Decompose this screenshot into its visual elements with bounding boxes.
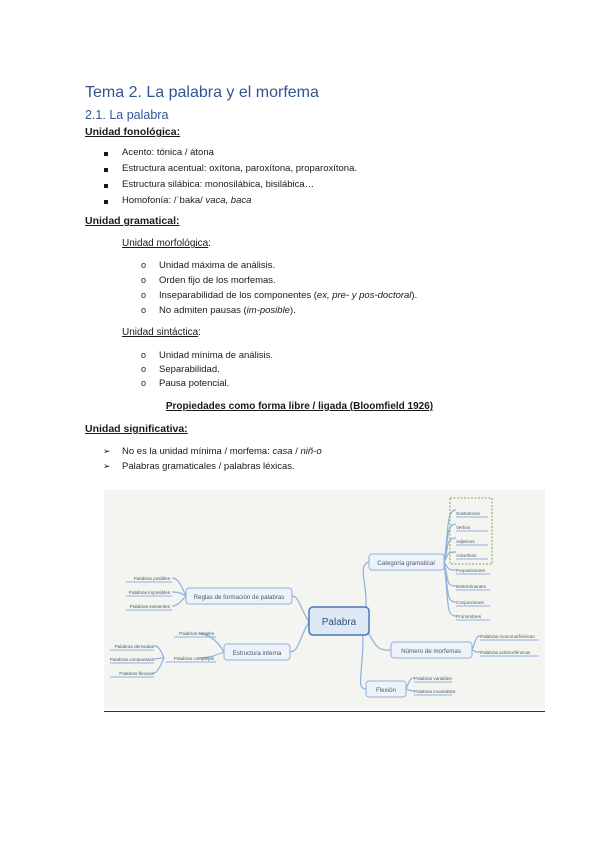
categoria-label: Categoría gramatical <box>377 560 435 567</box>
fonologica-heading: Unidad fonológica: <box>85 126 181 138</box>
colon: : <box>176 215 180 227</box>
bullet-circle: o <box>141 364 147 374</box>
item-text: Homofonía: /ˈbaka/ <box>122 195 206 206</box>
bullet-circle: o <box>141 350 147 360</box>
item-example: casa <box>272 446 293 457</box>
estructura-label: Estructura interna <box>232 650 282 657</box>
leaf-label: Palabras invariables <box>414 689 456 694</box>
leaf-label: Palabras compuestas <box>109 657 154 662</box>
significativa-heading: Unidad significativa: <box>85 423 188 435</box>
colon: : <box>198 327 201 338</box>
bullet-square <box>104 152 108 156</box>
arrow-bullet-icon: ➢ <box>103 446 111 456</box>
item-text: ). <box>289 305 296 316</box>
propiedades-heading: Propiedades como forma libre / ligada (Bloomfield 1926) <box>165 401 434 412</box>
leaf-label: Verbos <box>456 525 471 530</box>
branch-line <box>292 596 309 622</box>
item-example: ex, pre- y pos-doctoral <box>316 290 412 301</box>
leaf-label: Palabras polimorfémicas <box>480 650 531 655</box>
leaf-label: Palabras complejas <box>173 656 214 661</box>
arrow-bullet-icon: ➢ <box>103 461 111 471</box>
leaf-label: Conjunciones <box>456 600 484 605</box>
bullet-circle: o <box>141 275 147 285</box>
item-text: Inseparabilidad de los componentes ( <box>159 290 317 301</box>
section-heading: 2.1. La palabra <box>85 108 169 122</box>
item-text: No admiten pausas ( <box>159 305 247 316</box>
item-example: vaca, baca <box>205 195 252 206</box>
sintactica-label: Unidad sintáctica <box>122 327 199 338</box>
sintactica-heading <box>122 327 201 338</box>
gramatical-label: Unidad gramatical <box>85 215 177 227</box>
significativa-item <box>122 446 322 457</box>
leaf-label: Adjetivos <box>456 539 475 544</box>
item-text: ). <box>411 290 418 301</box>
center-label: Palabra <box>321 617 357 628</box>
leaf-label: Adverbios <box>456 553 477 558</box>
morfologica-item <box>159 305 296 316</box>
branch-line <box>290 622 309 652</box>
horizontal-rule <box>104 711 545 712</box>
numero-label: Número de morfemas <box>401 648 461 655</box>
leaf-label: Determinantes <box>456 584 486 589</box>
colon: : <box>208 238 211 249</box>
page-title: Tema 2. La palabra y el morfema <box>85 84 319 101</box>
bullet-circle: o <box>141 260 147 270</box>
leaf-label: Palabras variables <box>414 676 452 681</box>
morfologica-item: Orden fijo de los morfemas. <box>159 275 276 286</box>
leaf-label: Palabras imposibles <box>128 590 170 595</box>
leaf-label: Preposiciones <box>456 568 485 573</box>
leaf-label: Palabras simples <box>179 631 214 636</box>
bullet-square <box>104 184 108 188</box>
sintactica-item: Unidad mínima de análisis. <box>159 350 274 361</box>
fonologica-item <box>122 195 251 206</box>
fonologica-item: Estructura silábica: monosilábica, bisilábica… <box>122 179 315 190</box>
item-text: / <box>292 446 301 457</box>
mind-map <box>104 490 545 709</box>
bullet-square <box>104 200 108 204</box>
mind-map-svg <box>104 490 545 709</box>
significativa-item: Palabras gramaticales / palabras léxicas. <box>122 461 295 472</box>
bullet-circle: o <box>141 378 147 388</box>
leaf-label: Palabras monomorfémicas <box>480 634 535 639</box>
leaf-label: Sustantivos <box>456 511 480 516</box>
leaf-label: Palabras flexivas <box>119 671 154 676</box>
morfologica-item <box>159 290 417 301</box>
fonologica-item: Acento: tónica / átona <box>122 147 214 158</box>
fonologica-item: Estructura acentual: oxítona, paroxítona, proparoxítona. <box>122 163 358 174</box>
bullet-circle: o <box>141 290 147 300</box>
flexion-label: Flexión <box>376 687 396 694</box>
morfologica-item: Unidad máxima de análisis. <box>159 260 276 271</box>
morfologica-heading <box>122 238 211 249</box>
item-example: niñ-o <box>300 446 322 457</box>
item-example: im-posible <box>246 305 290 316</box>
leaf-label: Palabras posibles <box>133 576 170 581</box>
reglas-label: Reglas de formación de palabras <box>193 594 285 601</box>
item-text: No es la unidad mínima / morfema: <box>122 446 273 457</box>
bullet-square <box>104 168 108 172</box>
sintactica-item: Pausa potencial. <box>159 378 230 389</box>
morfologica-label: Unidad morfológica <box>122 238 209 249</box>
bullet-circle: o <box>141 305 147 315</box>
gramatical-heading <box>85 215 180 227</box>
leaf-label: Pronombres <box>456 614 482 619</box>
leaf-label: Palabras derivadas <box>114 644 154 649</box>
sintactica-item: Separabilidad. <box>159 364 220 375</box>
leaf-label: Palabras existentes <box>129 604 170 609</box>
